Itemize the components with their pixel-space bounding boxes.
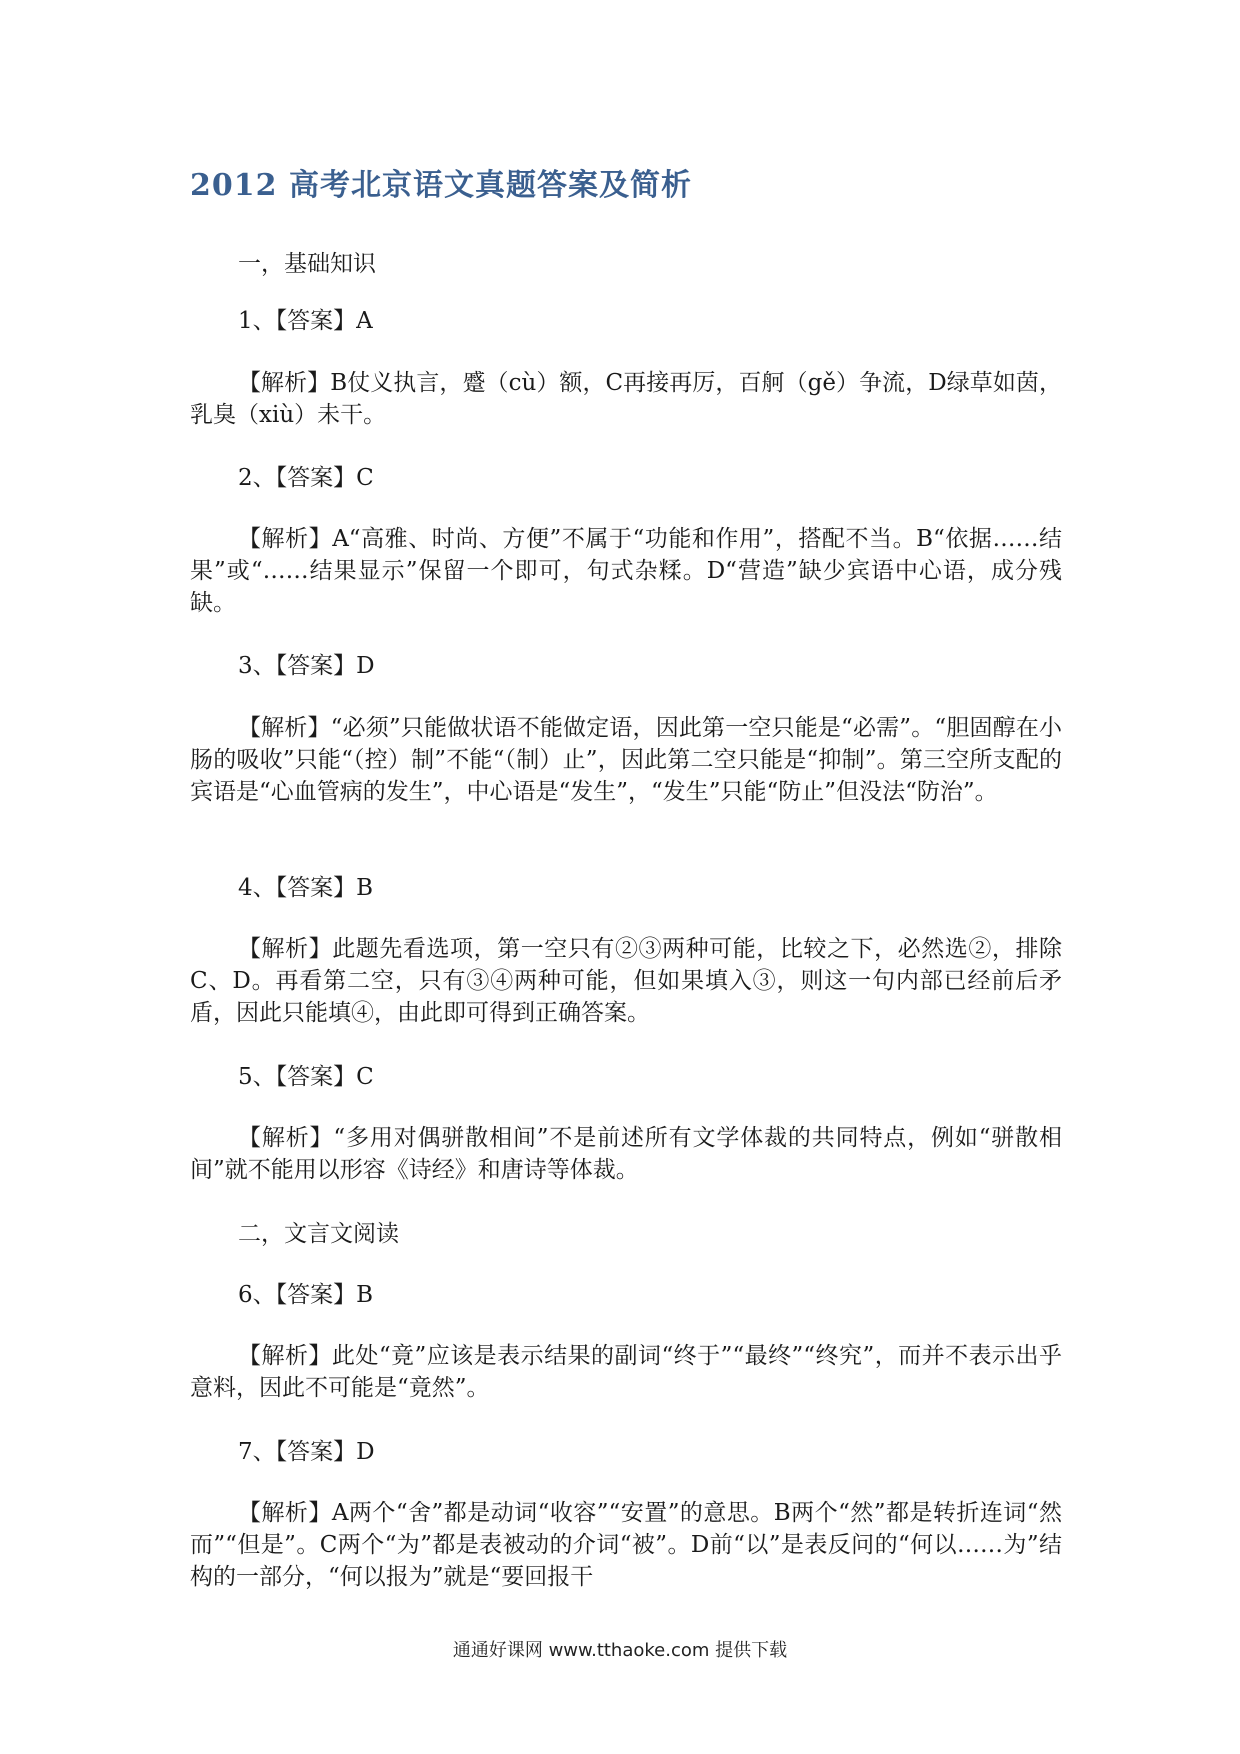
analysis-6: 【解析】此处“竟”应该是表示结果的副词“终于”“最终”“终究”，而并不表示出乎意料，因此不可能是“竟然”。 — [190, 1343, 1062, 1401]
analysis-2: 【解析】A“高雅、时尚、方便”不属于“功能和作用”，搭配不当。B“依据……结果”或“……结果显示”保留一个即可，句式杂糅。D“营造”缺少宾语中心语，成分残缺。 — [190, 526, 1062, 616]
analysis-4: 【解析】此题先看选项，第一空只有②③两种可能，比较之下，必然选②，排除C、D。再看第二空，只有③④两种可能，但如果填入③，则这一句内部已经前后矛盾，因此只能填④，由此即可得到正确答案。 — [190, 936, 1062, 1026]
answer-line-1: 1、【答案】A — [238, 308, 373, 334]
answer-line-2: 2、【答案】C — [238, 465, 374, 491]
answer-line-4: 4、【答案】B — [238, 875, 374, 901]
answer-line-6: 6、【答案】B — [238, 1282, 374, 1308]
analysis-7: 【解析】A两个“舍”都是动词“收容”“安置”的意思。B两个“然”都是转折连词“然而”“但是”。C两个“为”都是表被动的介词“被”。D前“以”是表反问的“何以……为”结构的一部分，“何以报为”就是“要回报干 — [190, 1500, 1062, 1590]
analysis-5: 【解析】“多用对偶骈散相间”不是前述所有文学体裁的共同特点，例如“骈散相间”就不能用以形容《诗经》和唐诗等体裁。 — [190, 1125, 1062, 1183]
answer-line-3: 3、【答案】D — [238, 653, 375, 679]
answer-line-7: 7、【答案】D — [238, 1439, 375, 1465]
section-heading-classical: 二，文言文阅读 — [238, 1221, 399, 1247]
analysis-1: 【解析】B仗义执言，蹙（cù）额，C再接再厉，百舸（gě）争流，D绿草如茵，乳臭（xiù）未干。 — [190, 370, 1062, 428]
answer-line-5: 5、【答案】C — [238, 1064, 374, 1090]
section-heading-basics: 一，基础知识 — [238, 251, 376, 277]
analysis-3: 【解析】“必须”只能做状语不能做定语，因此第一空只能是“必需”。“胆固醇在小肠的吸收”只能“（控）制”不能“（制）止”，因此第二空只能是“抑制”。第三空所支配的宾语是“心血管病的发生”，中心语是“发生”，“发生”只能“防止”但没法“防治”。 — [190, 715, 1062, 805]
page-footer: 通通好课网 www.tthaoke.com 提供下载 — [452, 1640, 788, 1661]
page-title: 2012 高考北京语文真题答案及简析 — [190, 168, 692, 203]
